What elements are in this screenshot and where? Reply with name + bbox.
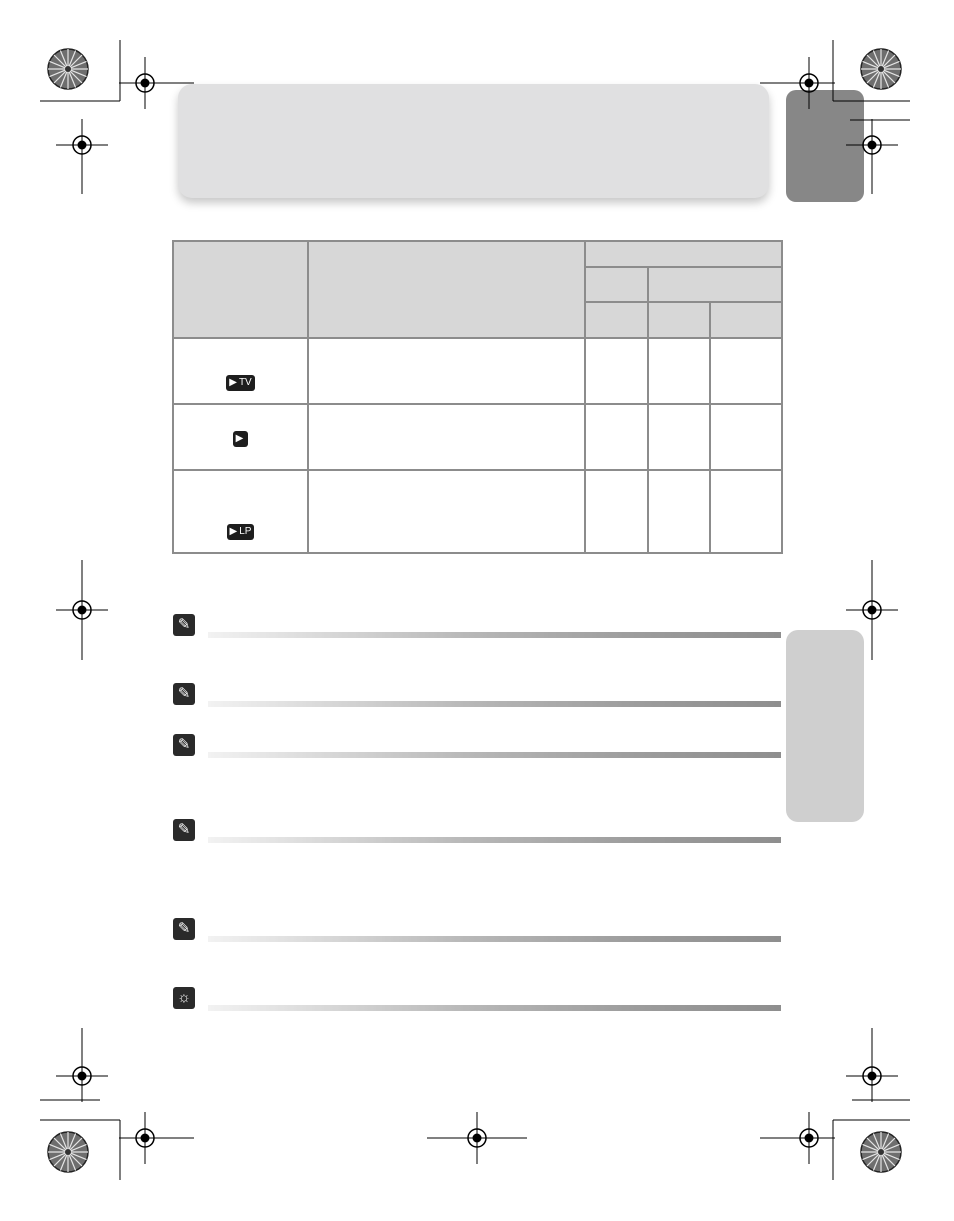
- movie-lp-icon: ▶ LP: [227, 524, 255, 540]
- paperclip-icon: ✎: [173, 614, 195, 636]
- paperclip-icon: ✎: [173, 819, 195, 841]
- tip-bulb-icon: ☼: [173, 987, 195, 1009]
- rosette-mark-top-left: [48, 49, 88, 89]
- paperclip-icon: ✎: [173, 734, 195, 756]
- rosette-mark-top-right: [861, 49, 901, 89]
- paperclip-icon: ✎: [173, 683, 195, 705]
- paperclip-icon: ✎: [173, 918, 195, 940]
- rosette-mark-bottom-left: [48, 1132, 88, 1172]
- movie-tv-icon: ▶ TV: [226, 375, 254, 391]
- rosette-mark-bottom-right: [861, 1132, 901, 1172]
- movie-icon: ▶: [233, 431, 249, 447]
